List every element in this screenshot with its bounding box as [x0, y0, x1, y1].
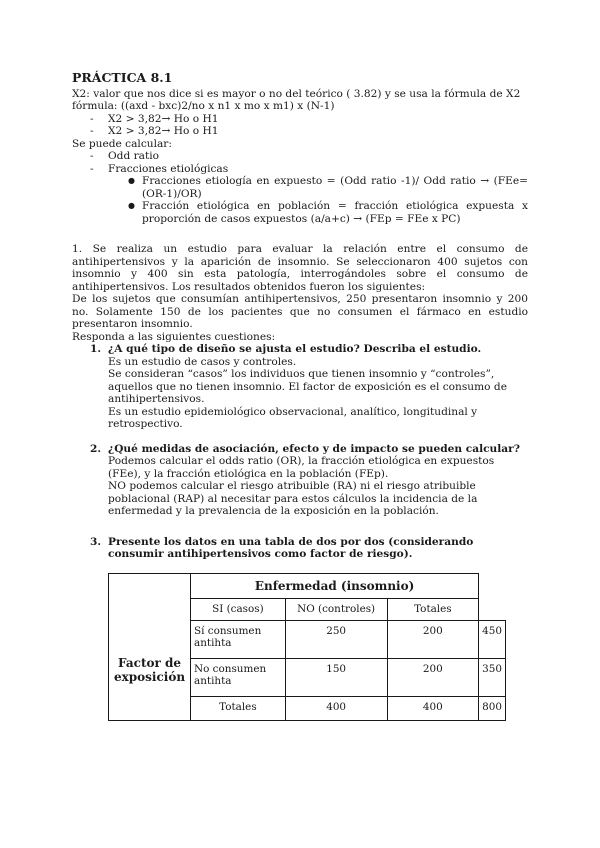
table-cell: 200 — [387, 620, 479, 658]
answer-text: Podemos calcular el odds ratio (OR), la fracción etiológica en expuestos (FEe), y la fracción etiológica en la población (FEp). — [108, 455, 495, 480]
row-label: No consumen antihta — [191, 658, 286, 696]
column-header: NO (controles) — [285, 599, 387, 621]
table-cell: 350 — [479, 658, 506, 696]
page-title: PRÁCTICA 8.1 — [72, 70, 173, 85]
disease-header: Enfermedad (insomnio) — [191, 573, 479, 599]
problem-statement: 1. Se realiza un estudio para evaluar la relación entre el consumo de antihipertensivos y la aparición de insomnio. Se seleccionaron 400 sujetos con insomnio y 400 sin esta patología, interrogándoles sobre el consumo de antihipertensivos. Los resultados obtenidos fueron los siguientes: — [72, 243, 528, 293]
list-item: - X2 > 3,82→ Ho o H1 — [72, 113, 528, 126]
document-page — [72, 72, 528, 721]
list-item: ● Fracción etiológica en población = fracción etiológica expuesta x proporción de casos expuestos (a/a+c) → (FEp = FEe x PC) — [72, 200, 528, 225]
column-header: SI (casos) — [191, 599, 286, 621]
answer-text: Es un estudio epidemiológico observacional, analítico, longitudinal y retrospectivo. — [108, 405, 478, 430]
row-label: Sí consumen antihta — [191, 620, 286, 658]
answer-text: Es un estudio de casos y controles. — [108, 355, 297, 368]
question-1: 1. ¿A qué tipo de diseño se ajusta el estudio? Describa el estudio. Es un estudio de casos y controles. Se consideran “casos” los individuos que tienen insomnio y “controles”, aquellos que no tienen insomnio. El factor de exposición es el consumo de antihipertensivos. Es un estudio epidemiológico observacional, analítico, longitudinal y retrospectivo. — [72, 343, 528, 431]
answer-text: Se consideran “casos” los individuos que tienen insomnio y “controles”, aquellos que no tienen insomnio. El factor de exposición es el consumo de antihipertensivos. — [108, 368, 507, 405]
question-title: ¿Qué medidas de asociación, efecto y de impacto se pueden calcular? — [108, 442, 520, 455]
question-3: 3. Presente los datos en una tabla de dos por dos (considerando consumir antihipertensivos como factor de riesgo). — [72, 536, 528, 561]
table-cell: 400 — [285, 696, 387, 720]
list-item: - Odd ratio — [72, 150, 528, 163]
question-title: Presente los datos en una tabla de dos por dos (considerando consumir antihipertensivos como factor de riesgo). — [108, 535, 474, 560]
problem-data: De los sujetos que consumían antihipertensivos, 250 presentaron insomnio y 200 no. Solamente 150 de los pacientes que no consumen el fármaco en estudio presentaron insomnio. — [72, 293, 528, 330]
problem-instruction: Responda a las siguientes cuestiones: — [72, 330, 276, 343]
column-header: Totales — [387, 599, 479, 621]
row-label: Totales — [191, 696, 286, 720]
question-title: ¿A qué tipo de diseño se ajusta el estudio? Describa el estudio. — [108, 343, 482, 355]
table-cell: 200 — [387, 658, 479, 696]
calc-list — [72, 150, 528, 175]
chi-square-description: X2: valor que nos dice si es mayor o no del teórico ( 3.82) y se usa la fórmula de X2 — [72, 87, 521, 100]
factor-label: Factor de exposición — [109, 620, 191, 720]
chi-square-formula: fórmula: ((axd - bxc)2/no x n1 x mo x m1) x (N-1) — [72, 100, 335, 112]
can-calculate-label: Se puede calcular: — [72, 137, 172, 150]
table-cell: 150 — [285, 658, 387, 696]
answer-text: NO podemos calcular el riesgo atribuible (RA) ni el riesgo atribuible poblacional (RAP) al necesitar para estos cálculos la incidencia de la enfermedad y la prevalencia de la exposición en la población. — [108, 480, 478, 517]
contingency-table — [108, 573, 506, 721]
fraction-list — [72, 175, 528, 225]
list-item: - X2 > 3,82→ Ho o H1 — [72, 125, 528, 138]
hypothesis-rules — [72, 113, 528, 138]
table-cell: 400 — [387, 696, 479, 720]
question-2: 2. ¿Qué medidas de asociación, efecto y de impacto se pueden calcular? Podemos calcular el odds ratio (OR), la fracción etiológica en expuestos (FEe), y la fracción etiológica en la población (FEp). NO podemos calcular el riesgo atribuible (RA) ni el riesgo atribuible poblacional (RAP) al necesitar para estos cálculos la incidencia de la enfermedad y la prevalencia de la exposición en la población. — [72, 443, 528, 518]
list-item: ● Fracciones etiología en expuesto = (Odd ratio -1)/ Odd ratio → (FEe= (OR-1)/OR) — [72, 175, 528, 200]
list-item: - Fracciones etiológicas — [72, 163, 528, 176]
table-cell: 450 — [479, 620, 506, 658]
table-cell: 250 — [285, 620, 387, 658]
table-cell: 800 — [479, 696, 506, 720]
